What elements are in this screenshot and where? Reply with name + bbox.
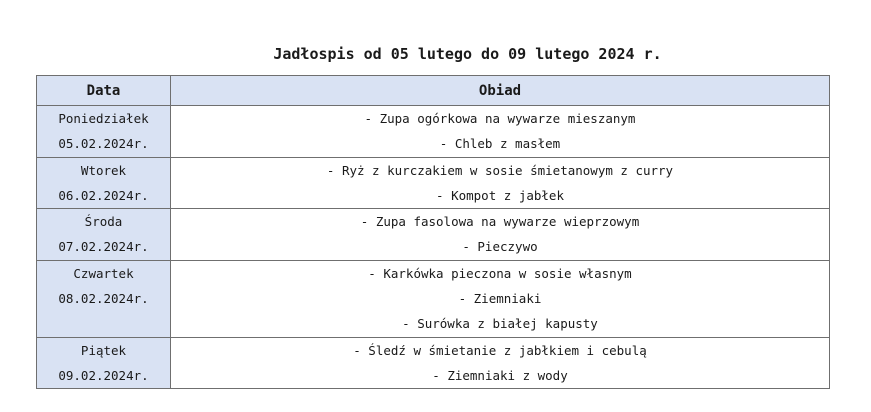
table-row <box>37 209 830 261</box>
meal-item: - Kompot z jabłek <box>436 187 564 203</box>
meal-cell <box>171 106 830 158</box>
meal-item: - Pieczywo <box>462 239 538 255</box>
header-date: Data <box>37 76 171 106</box>
meal-item: - Ryż z kurczakiem w sosie śmietanowym z curry <box>326 162 674 178</box>
day-name: Czwartek <box>73 265 134 281</box>
header-row <box>37 76 830 106</box>
meal-item: - Karkówka pieczona w sosie własnym <box>368 265 632 281</box>
meal-item: - Chleb z masłem <box>439 136 561 152</box>
date-value: 09.02.2024r. <box>58 367 149 383</box>
date-value: 06.02.2024r. <box>58 187 149 203</box>
meal-item: - Zupa ogórkowa na wywarze mieszanym <box>364 111 636 126</box>
meal-cell <box>171 337 830 389</box>
day-name: Środa <box>84 214 123 230</box>
date-cell <box>37 209 171 261</box>
header-lunch: Obiad <box>171 76 830 106</box>
meal-item: - Śledź w śmietanie z jabłkiem i cebulą <box>353 342 647 358</box>
table-row <box>37 337 830 389</box>
menu-table <box>36 75 830 389</box>
page-title: Jadłospis od 05 lutego do 09 lutego 2024 r. <box>273 45 662 63</box>
meal-cell <box>171 209 830 261</box>
date-value: 07.02.2024r. <box>58 239 149 255</box>
date-cell <box>37 157 171 209</box>
date-value: 05.02.2024r. <box>58 136 149 152</box>
date-cell <box>37 337 171 389</box>
meal-cell <box>171 157 830 209</box>
table-row <box>37 106 830 158</box>
meal-item: - Ziemniaki z wody <box>432 367 568 383</box>
meal-item: - Surówka z białej kapusty <box>402 316 598 332</box>
day-name: Poniedziałek <box>58 111 149 126</box>
day-name: Wtorek <box>80 162 127 178</box>
meal-item: - Ziemniaki <box>458 291 542 307</box>
table-row <box>37 157 830 209</box>
meal-item: - Zupa fasolowa na wywarze wieprzowym <box>360 214 640 230</box>
day-name: Piątek <box>80 342 127 358</box>
date-cell <box>37 106 171 158</box>
date-value: 08.02.2024r. <box>58 291 149 307</box>
date-cell <box>37 260 171 337</box>
meal-cell <box>171 260 830 337</box>
table-row <box>37 260 830 337</box>
